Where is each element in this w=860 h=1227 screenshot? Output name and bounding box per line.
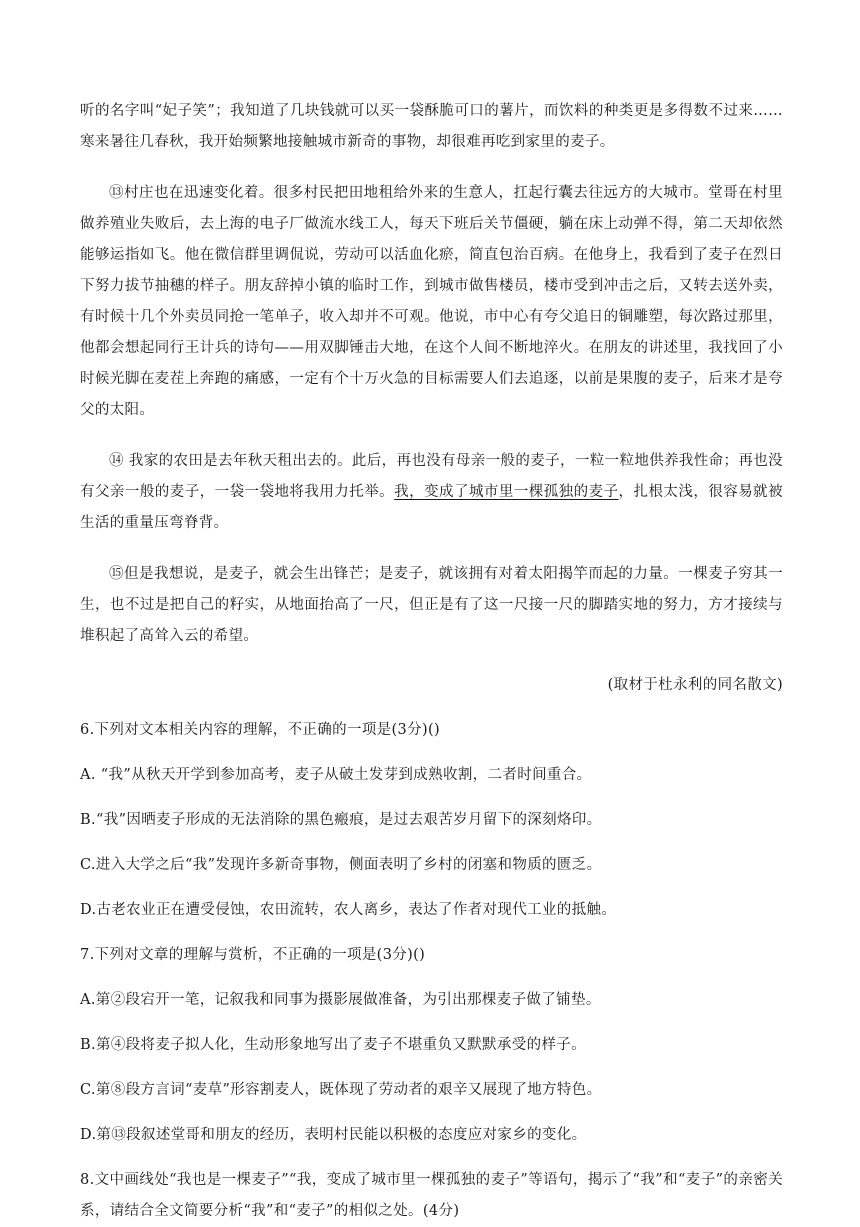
- question-7-option-c: C.第⑧段方言词“麦草”形容割麦人，既体现了劳动者的艰辛又展现了地方特色。: [80, 1082, 602, 1098]
- document-page: [80, 96, 783, 1227]
- question-6-stem: 6.下列对文本相关内容的理解，不正确的一项是(3分)(): [80, 722, 440, 738]
- question-7-option-b: B.第④段将麦子拟人化，生动形象地写出了麦子不堪重负又默默承受的样子。: [80, 1037, 587, 1053]
- question-7-stem: 7.下列对文章的理解与赏析，不正确的一项是(3分)(): [80, 947, 426, 963]
- question-7-option-d: D.第⑬段叙述堂哥和朋友的经历，表明村民能以积极的态度应对家乡的变化。: [80, 1127, 587, 1143]
- source-attribution: (取材于杜永利的同名散文): [607, 677, 783, 693]
- question-7-option-a: A.第②段宕开一笔，记叙我和同事为摄影展做准备，为引出那棵麦子做了铺垫。: [80, 992, 601, 1008]
- passage-paragraph-15: ⑮但是我想说，是麦子，就会生出锋芒；是麦子，就该拥有对着太阳揭竿而起的力量。一棵麦子穷其一生，也不过是把自己的籽实，从地面抬高了一尺，但正是有了这一尺接一尺的脚踏实地的努力，方才接续与堆积起了高耸入云的希望。: [80, 566, 783, 644]
- question-6-option-a: A. “我”从秋天开学到参加高考，麦子从破土发芽到成熟收割，二者时间重合。: [80, 767, 592, 783]
- question-8-stem: 8.文中画线处“我也是一棵麦子”“我，变成了城市里一棵孤独的麦子”等语句，揭示了“我”和“麦子”的亲密关系，请结合全文简要分析“我”和“麦子”的相似之处。(4分): [80, 1172, 783, 1219]
- question-6-option-b: B.“我”因晒麦子形成的无法消除的黑色瘢痕，是过去艰苦岁月留下的深刻烙印。: [80, 812, 602, 828]
- paragraph-14-text-b: ，扎根太浅，很容易就被生活的重量压弯脊背。: [80, 484, 783, 531]
- passage-paragraph-continued: 听的名字叫“妃子笑”；我知道了几块钱就可以买一袋酥脆可口的薯片，而饮料的种类更是多得数不过来……寒来暑往几春秋，我开始频繁地接触城市新奇的事物，却很难再吃到家里的麦子。: [80, 103, 783, 150]
- underlined-sentence: 我，变成了城市里一棵孤独的麦子: [394, 484, 619, 500]
- passage-paragraph-14: [80, 446, 783, 539]
- paragraph-14-text-a: ⑭ 我家的农田是去年秋天租出去的。此后，再也没有母亲一般的麦子，一粒一粒地供养我性命；再也没有父亲一般的麦子，一袋一袋地将我用力托举。: [80, 453, 783, 500]
- passage-paragraph-13: ⑬村庄也在迅速变化着。很多村民把田地租给外来的生意人，扛起行囊去往远方的大城市。堂哥在村里做养殖业失败后，去上海的电子厂做流水线工人，每天下班后关节僵硬，躺在床上动弹不得，第二天却依然能够运指如飞。他在微信群里调侃说，劳动可以活血化瘀，简直包治百病。在他身上，我看到了麦子在烈日下努力拔节抽穗的样子。朋友辞掉小镇的临时工作，到城市做售楼员，楼市受到冲击之后，又转去送外卖，有时候十几个外卖员同抢一笔单子，收入却并不可观。他说，市中心有夸父追日的铜雕塑，每次路过那里，他都会想起同行王计兵的诗句——用双脚锤击大地，在这个人间不断地淬火。在朋友的讲述里，我找回了小时候光脚在麦茬上奔跑的痛感，一定有个十万火急的目标需要人们去追逐，以前是果腹的麦子，后来才是夸父的太阳。: [80, 185, 783, 418]
- question-6-option-c: C.进入大学之后“我”发现许多新奇事物，侧面表明了乡村的闭塞和物质的匮乏。: [80, 857, 602, 873]
- question-6-option-d: D.古老农业正在遭受侵蚀，农田流转，农人离乡，表达了作者对现代工业的抵触。: [80, 902, 617, 918]
